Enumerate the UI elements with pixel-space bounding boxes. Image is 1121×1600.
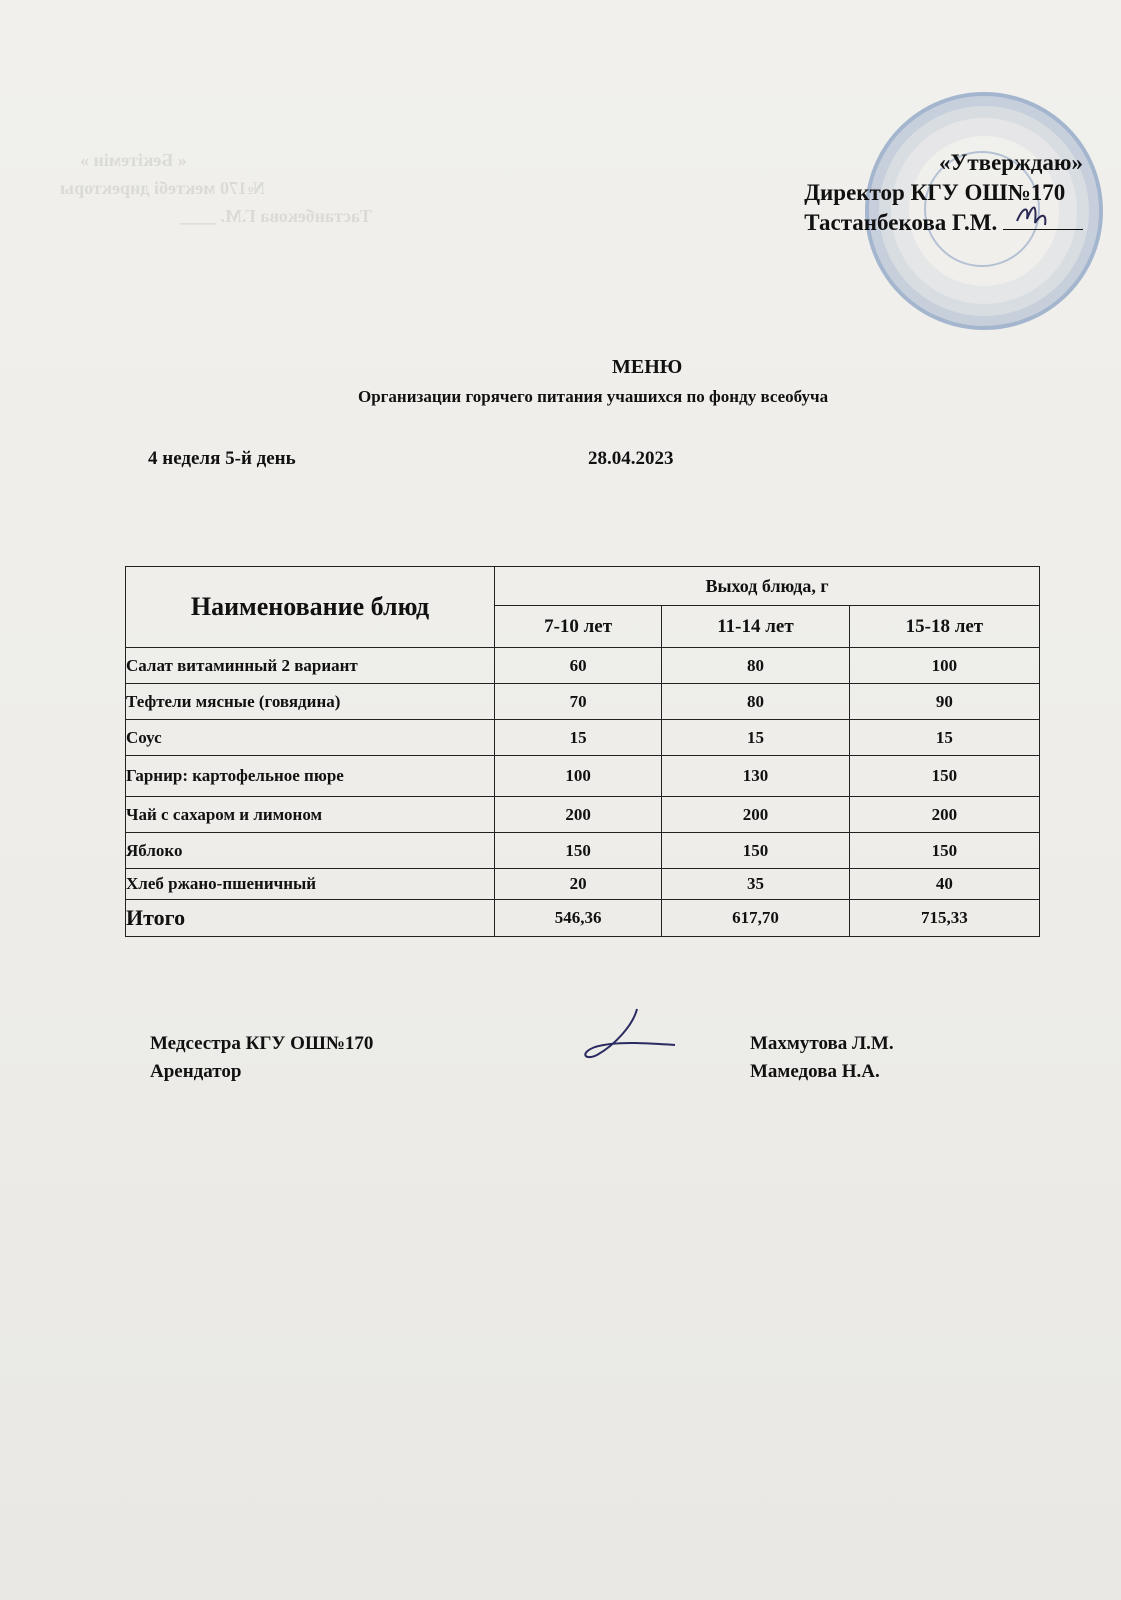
- dish-yield: 15: [849, 720, 1039, 756]
- age-group-header: 7-10 лет: [495, 606, 662, 648]
- table-row: [126, 684, 1040, 720]
- dish-yield: 80: [662, 684, 850, 720]
- total-value: 546,36: [495, 900, 662, 937]
- approval-heading: «Утверждаю»: [939, 150, 1083, 175]
- dish-name: Соус: [126, 720, 495, 756]
- menu-table: [125, 566, 1040, 937]
- dish-yield: 100: [849, 648, 1039, 684]
- yield-header: Выход блюда, г: [495, 567, 1040, 606]
- table-row: [126, 720, 1040, 756]
- menu-date: 28.04.2023: [588, 448, 674, 469]
- dish-name-header: Наименование блюд: [126, 567, 495, 648]
- dish-name: Хлеб ржано-пшеничный: [126, 869, 495, 900]
- approval-block: [804, 148, 1083, 238]
- dish-yield: 100: [495, 756, 662, 797]
- table-row: [126, 648, 1040, 684]
- age-group-header: 11-14 лет: [662, 606, 850, 648]
- dish-yield: 150: [849, 833, 1039, 869]
- total-label: Итого: [126, 900, 495, 937]
- director-signature-icon: [1003, 209, 1083, 230]
- nurse-signature-icon: [575, 1005, 685, 1070]
- signature-titles: [150, 1030, 373, 1086]
- table-row: [126, 756, 1040, 797]
- dish-yield: 70: [495, 684, 662, 720]
- dish-yield: 130: [662, 756, 850, 797]
- nurse-title: Медсестра КГУ ОШ№170: [150, 1033, 374, 1054]
- signature-names: [750, 1030, 894, 1086]
- bleed-through-text: Тастанбекова Г.М. ____: [180, 206, 372, 226]
- dish-yield: 150: [495, 833, 662, 869]
- dish-yield: 20: [495, 869, 662, 900]
- approval-position: Директор КГУ ОШ№170: [804, 180, 1066, 205]
- age-group-header: 15-18 лет: [849, 606, 1039, 648]
- dish-name: Тефтели мясные (говядина): [126, 684, 495, 720]
- tenant-name: Мамедова Н.А.: [750, 1061, 880, 1082]
- dish-name: Гарнир: картофельное пюре: [126, 756, 495, 797]
- table-row: [126, 869, 1040, 900]
- dish-yield: 40: [849, 869, 1039, 900]
- dish-yield: 200: [849, 797, 1039, 833]
- table-row: [126, 833, 1040, 869]
- dish-yield: 15: [495, 720, 662, 756]
- dish-yield: 150: [662, 833, 850, 869]
- total-row: [126, 900, 1040, 937]
- dish-yield: 60: [495, 648, 662, 684]
- dish-yield: 15: [662, 720, 850, 756]
- dish-yield: 35: [662, 869, 850, 900]
- tenant-title: Арендатор: [150, 1061, 242, 1082]
- dish-yield: 80: [662, 648, 850, 684]
- table-row: [126, 797, 1040, 833]
- bleed-through-text: « Бекітемін »: [80, 150, 187, 170]
- dish-yield: 200: [662, 797, 850, 833]
- dish-yield: 150: [849, 756, 1039, 797]
- dish-name: Чай с сахаром и лимоном: [126, 797, 495, 833]
- nurse-name: Махмутова Л.М.: [750, 1033, 894, 1054]
- document-page: « Бекітемін » №170 мектебі директоры Тастанбекова Г.М. ____ «Утверждаю» Директор КГУ ОШ№170 Тастанбекова Г.М. МЕНЮ Организации горячего питания учашихся по фонду всеобуча 4 неделя 5-й день 28.04.2023 Наименование блюд Выход блюда, г 7-10 лет 11-14 лет 15-18 лет Салат витаминный 2 вариант 60 80 100 Тефтели мясные (говядина) 70 80 90 Соус 15 15 15 Гарнир: картофельное пюре 100 130 150 Чай с сахаром и лимоном 200 200 200 Яблоко 150 150 150 Хлеб ржано-пшеничный 20 35 40 Итого 546,36 617,70 715,33 Медсестра КГУ ОШ№170 Арендатор Махмутова Л.М. Мамедова Н.А.: [0, 0, 1121, 1600]
- dish-name: Яблоко: [126, 833, 495, 869]
- dish-name: Салат витаминный 2 вариант: [126, 648, 495, 684]
- dish-yield: 90: [849, 684, 1039, 720]
- dish-yield: 200: [495, 797, 662, 833]
- week-day: 4 неделя 5-й день: [148, 448, 296, 469]
- approval-name: Тастанбекова Г.М.: [804, 210, 998, 235]
- total-value: 715,33: [849, 900, 1039, 937]
- bleed-through-text: №170 мектебі директоры: [60, 178, 266, 198]
- total-value: 617,70: [662, 900, 850, 937]
